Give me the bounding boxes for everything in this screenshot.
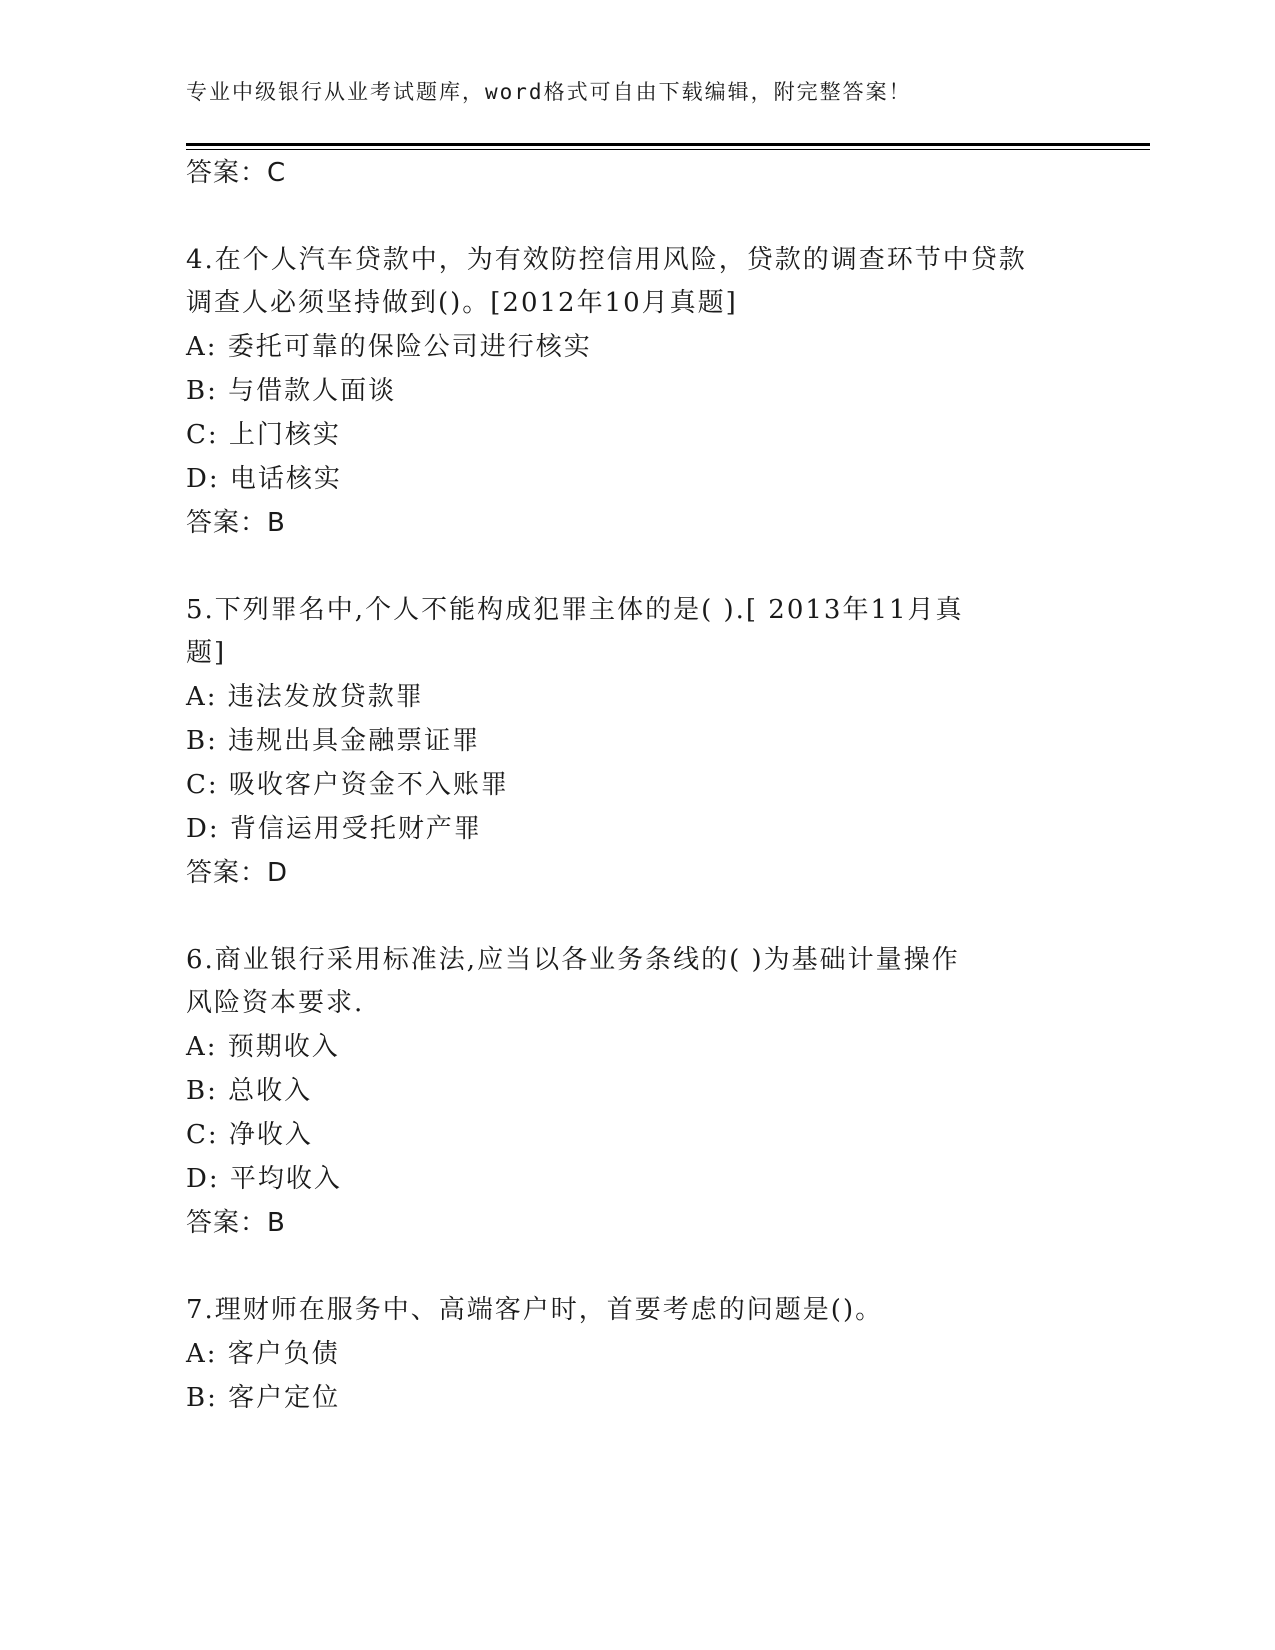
question-4-option-d: D: 电话核实 <box>186 464 342 494</box>
question-5-option-d: D: 背信运用受托财产罪 <box>186 814 482 844</box>
question-4-line-1: 4.在个人汽车贷款中，为有效防控信用风险，贷款的调查环节中贷款 <box>186 245 1027 275</box>
question-5-line-1: 5.下列罪名中,个人不能构成犯罪主体的是( ).[ 2013年11月真 <box>186 595 964 625</box>
question-6-line-2: 风险资本要求. <box>186 988 365 1018</box>
question-5-line-2: 题] <box>186 638 227 668</box>
question-6-option-a: A: 预期收入 <box>186 1032 340 1062</box>
question-6-option-c: C: 净收入 <box>186 1120 313 1150</box>
question-6-option-d: D: 平均收入 <box>186 1164 342 1194</box>
answer-q3: 答案：C <box>186 158 287 188</box>
question-4-option-c: C: 上门核实 <box>186 420 341 450</box>
question-7-line-1: 7.理财师在服务中、高端客户时，首要考虑的问题是()。 <box>186 1295 884 1325</box>
question-6-line-1: 6.商业银行采用标准法,应当以各业务条线的( )为基础计量操作 <box>186 945 960 975</box>
question-6-option-b: B: 总收入 <box>186 1076 313 1106</box>
header-rule-thin <box>186 149 1150 150</box>
answer-q6: 答案：B <box>186 1208 286 1238</box>
question-7-option-b: B: 客户定位 <box>186 1383 341 1413</box>
question-4-option-a: A: 委托可靠的保险公司进行核实 <box>186 332 592 362</box>
header-rule-thick <box>186 143 1150 146</box>
question-5-option-c: C: 吸收客户资金不入账罪 <box>186 770 509 800</box>
page-header: 专业中级银行从业考试题库，word格式可自由下载编辑，附完整答案！ <box>186 80 912 104</box>
question-4-line-2: 调查人必须坚持做到()。[2012年10月真题] <box>186 288 738 318</box>
question-4-option-b: B: 与借款人面谈 <box>186 376 397 406</box>
question-7-option-a: A: 客户负债 <box>186 1339 340 1369</box>
question-5-option-b: B: 违规出具金融票证罪 <box>186 726 481 756</box>
answer-q5: 答案：D <box>186 858 289 888</box>
answer-q4: 答案：B <box>186 508 286 538</box>
question-5-option-a: A: 违法发放贷款罪 <box>186 682 424 712</box>
